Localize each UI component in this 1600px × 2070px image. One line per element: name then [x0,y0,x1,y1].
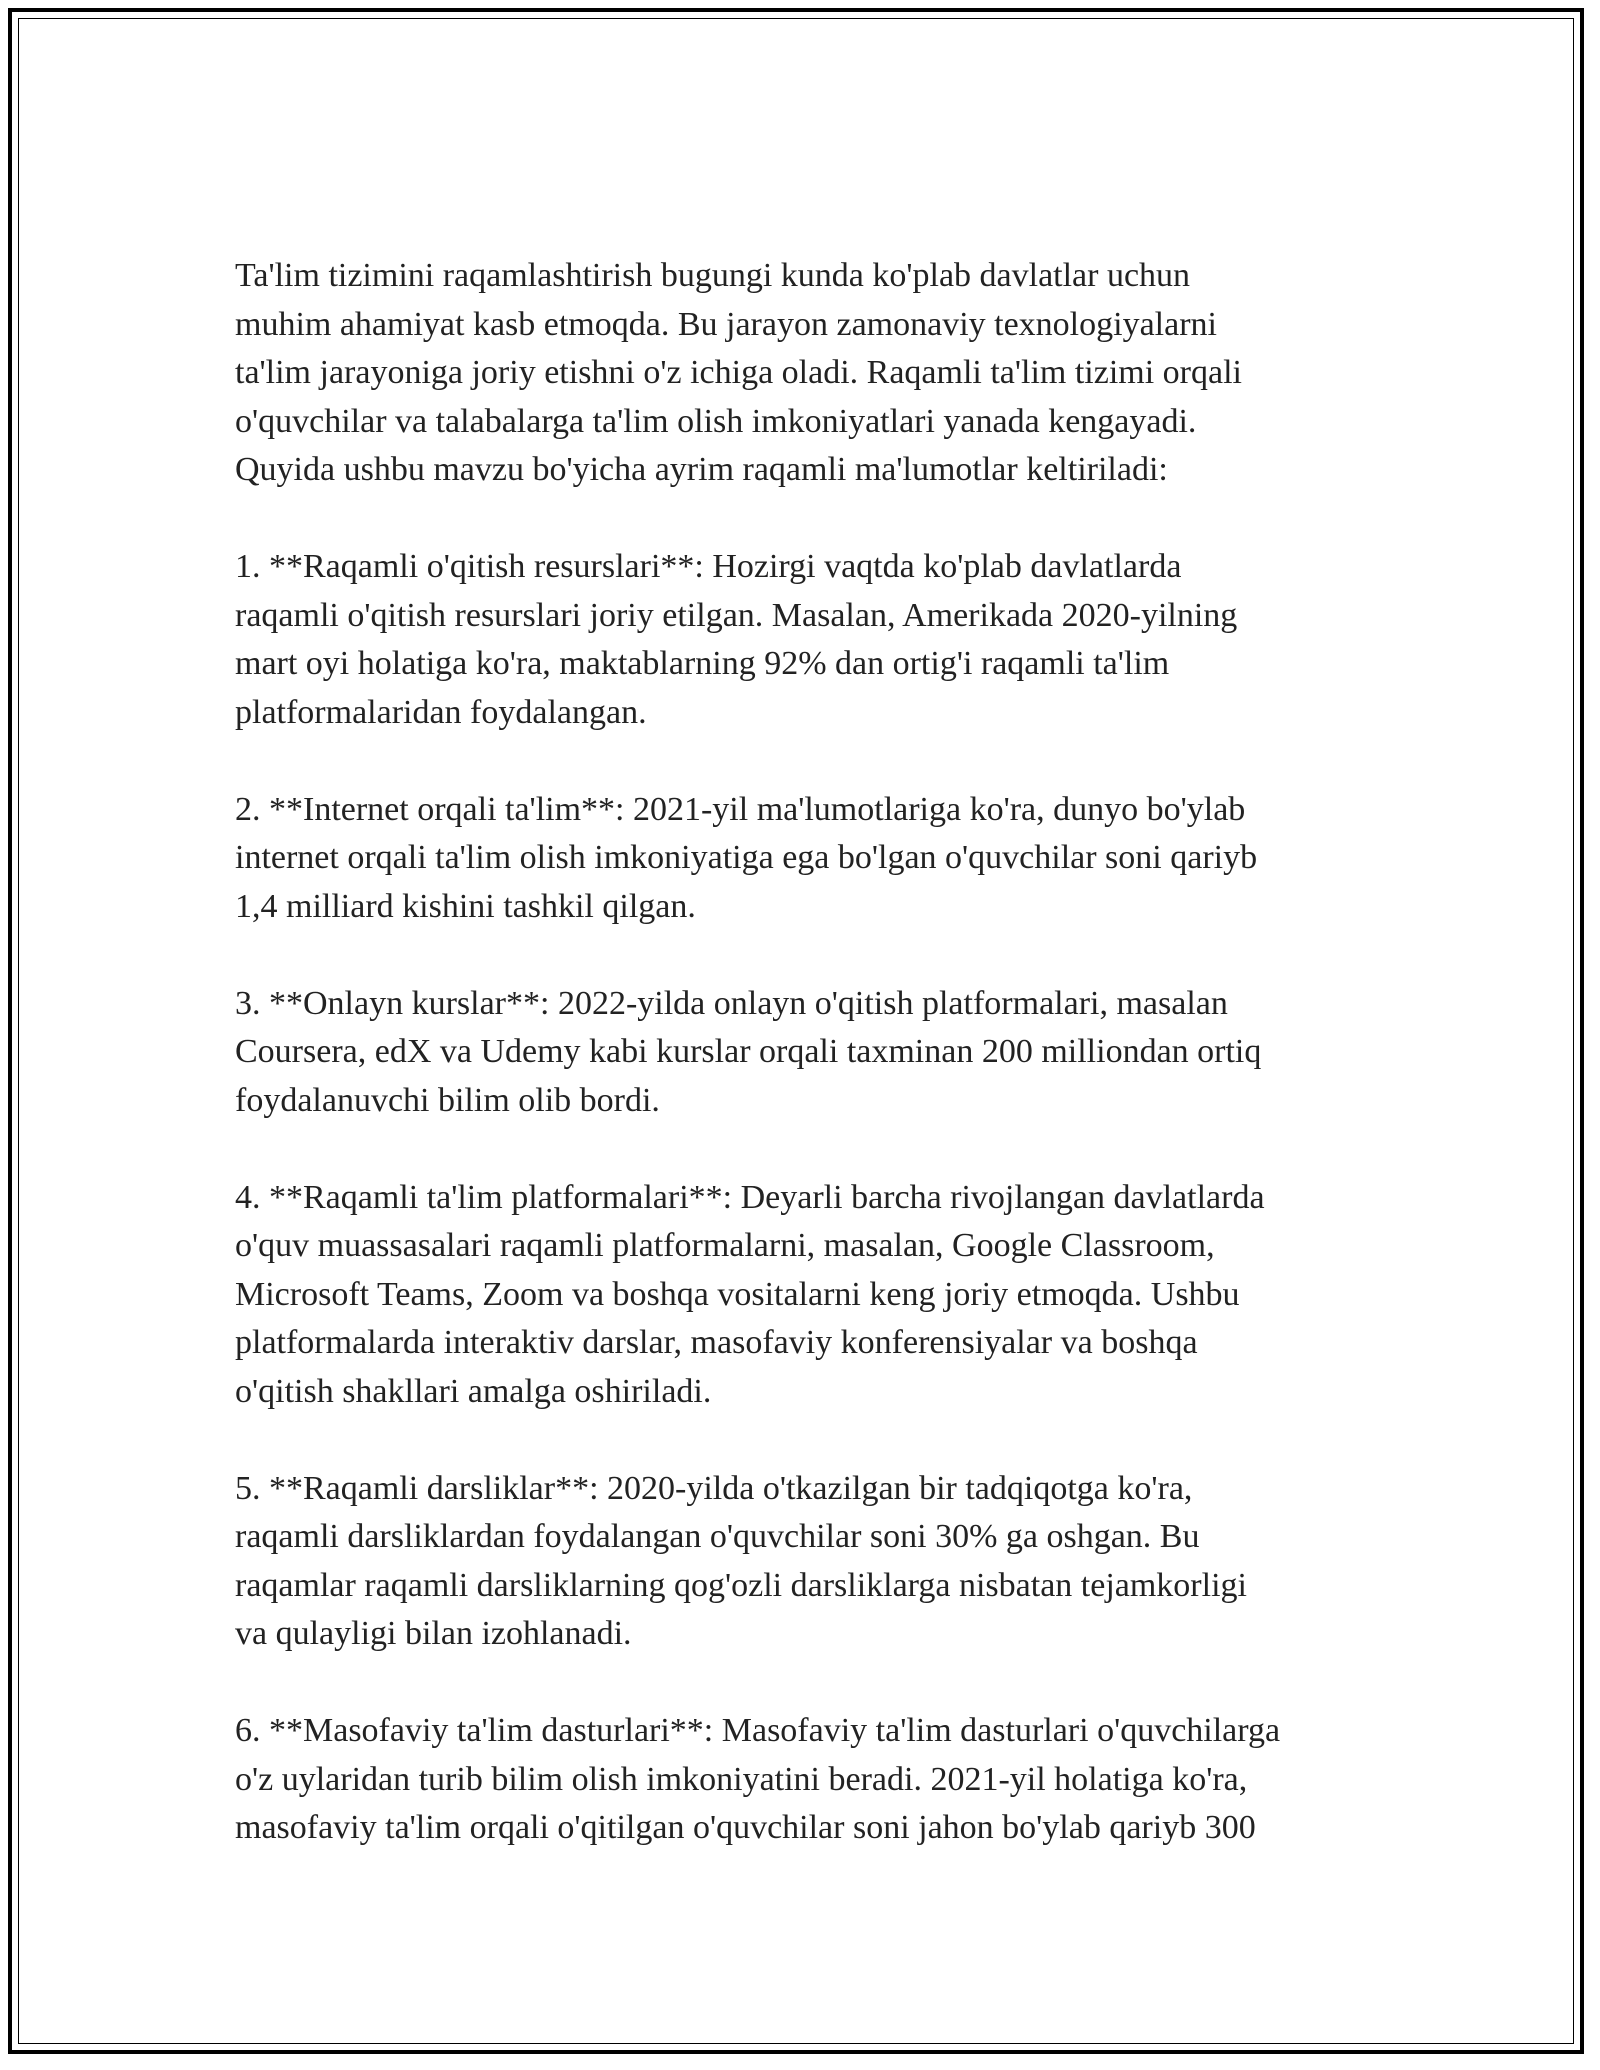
intro-paragraph [235,252,1375,495]
text-line: o'z uylaridan turib bilim olish imkoniyatini beradi. 2021-yil holatiga ko'ra, [235,1760,1248,1798]
text-line: raqamli darsliklardan foydalangan o'quvchilar soni 30% ga oshgan. Bu [235,1518,1200,1555]
text-line: mart oyi holatiga ko'ra, maktablarning 92% dan ortig'i raqamli ta'lim [235,645,1170,682]
text-line: Quyida ushbu mavzu bo'yicha ayrim raqamli ma'lumotlar keltiriladi: [235,451,1168,488]
text-line: raqamli o'qitish resurslari joriy etilgan. Masalan, Amerikada 2020-yilning [235,596,1238,634]
text-line: ta'lim jarayoniga joriy etishni o'z ichiga oladi. Raqamli ta'lim tizimi orqali [235,354,1242,391]
text-line: raqamlar raqamli darsliklarning qog'ozli darsliklarga nisbatan tejamkorligi [235,1566,1247,1604]
text-line: o'quv muassasalari raqamli platformalarni, masalan, Google Classroom, [235,1227,1215,1264]
document-body [235,252,1375,1901]
text-line: foydalanuvchi bilim olib bordi. [235,1081,660,1119]
text-line: Microsoft Teams, Zoom va boshqa vositalarni keng joriy etmoqda. Ushbu [235,1275,1240,1313]
list-item-5-paragraph [235,1465,1375,1659]
text-line: 4. **Raqamli ta'lim platformalari**: Deyarli barcha rivojlangan davlatlarda [235,1178,1265,1216]
text-line: platformalarda interaktiv darslar, masofaviy konferensiyalar va boshqa [235,1324,1198,1361]
text-line: 2. **Internet orqali ta'lim**: 2021-yil ma'lumotlariga ko'ra, dunyo bo'ylab [235,790,1246,828]
list-item-4-paragraph [235,1174,1375,1417]
text-line: o'qitish shakllari amalga oshiriladi. [235,1372,712,1410]
text-line: 1. **Raqamli o'qitish resurslari**: Hozirgi vaqtda ko'plab davlatlarda [235,548,1182,585]
text-line: 1,4 milliard kishini tashkil qilgan. [235,887,696,925]
text-line: 3. **Onlayn kurslar**: 2022-yilda onlayn o'qitish platformalari, masalan [235,984,1228,1022]
text-line: platformalaridan foydalangan. [235,693,647,731]
text-line: Ta'lim tizimini raqamlashtirish bugungi kunda ko'plab davlatlar uchun [235,257,1191,294]
text-line: 6. **Masofaviy ta'lim dasturlari**: Masofaviy ta'lim dasturlari o'quvchilarga [235,1712,1281,1749]
list-item-3-paragraph [235,980,1375,1126]
text-line: 5. **Raqamli darsliklar**: 2020-yilda o'tkazilgan bir tadqiqotga ko'ra, [235,1469,1193,1507]
text-line: Coursera, edX va Udemy kabi kurslar orqali taxminan 200 milliondan ortiq [235,1033,1262,1070]
list-item-1-paragraph [235,543,1375,737]
text-line: va qulayligi bilan izohlanadi. [235,1615,632,1652]
text-line: o'quvchilar va talabalarga ta'lim olish imkoniyatlari yanada kengayadi. [235,402,1197,440]
text-line: masofaviy ta'lim orqali o'qitilgan o'quvchilar soni jahon bo'ylab qariyb 300 [235,1809,1256,1846]
list-item-2-paragraph [235,786,1375,932]
list-item-6-paragraph [235,1707,1375,1853]
text-line: muhim ahamiyat kasb etmoqda. Bu jarayon zamonaviy texnologiyalarni [235,305,1217,343]
text-line: internet orqali ta'lim olish imkoniyatiga ega bo'lgan o'quvchilar soni qariyb [235,839,1258,876]
